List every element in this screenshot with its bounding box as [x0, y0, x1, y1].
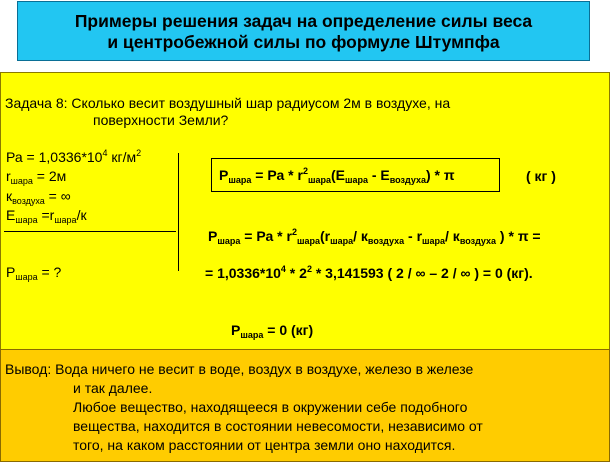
solution-line-1: $Р_{шара}$ = Ра * $r^2_{шара}(r_{шара}/$ $к_{воздуха} - r_{шара}/$ $к_{воздуха}$ ) * π =	[208, 227, 541, 246]
conclusion-line-2: и так далее.	[73, 380, 153, 396]
given-pa: Ра = $1,0336*10^4$ $кг/м^2$	[6, 148, 142, 165]
stumpf-formula: $Р_{шара}$ = Ра * $r^2_{шара}(Е_{шара} - Е_{воздуха})$ * π	[219, 166, 455, 185]
formula-unit: ( кг )	[526, 168, 556, 184]
given-radius: $r_{шара} = 2м$	[6, 168, 67, 186]
title-line-2: и центробежной силы по формуле Штумпфа	[107, 32, 500, 52]
given-vertical-divider	[178, 153, 179, 271]
given-e-ball: $Е_{шара} =r_{шара}/к$	[6, 207, 87, 225]
conclusion-line-4: вещества, находится в состоянии невесомости, независимо от	[73, 418, 483, 434]
conclusion-line-1: Вывод: Вода ничего не весит в воде, воздух в воздухе, железо в железе	[5, 361, 474, 377]
find-weight: $Р_{шара}$ = ?	[6, 264, 62, 282]
title-banner	[17, 1, 590, 61]
task-statement-line-1: Задача 8: Сколько весит воздушный шар радиусом 2м в воздухе, на	[5, 95, 451, 111]
given-divider	[4, 231, 176, 232]
solution-line-2: = $1,0336*10^4 * 2^2 * 3,141593$ ( 2 / ∞ – 2 / ∞ ) = 0 (кг).	[205, 264, 533, 281]
given-k-air: $к_{воздуха}$ = ∞	[6, 188, 71, 206]
conclusion-line-3: Любое вещество, находящееся в окружении себе подобного	[73, 399, 468, 415]
task-panel	[0, 72, 610, 350]
title-line-1: Примеры решения задач на определение силы веса	[74, 11, 533, 31]
conclusion-label: Вывод:	[5, 361, 52, 377]
answer: $Р_{шара} = 0$ (кг)	[231, 322, 314, 340]
conclusion-line-5: того, на каком расстоянии от центра земли оно находится.	[73, 437, 456, 453]
task-statement-line-2: поверхности Земли?	[93, 112, 229, 128]
